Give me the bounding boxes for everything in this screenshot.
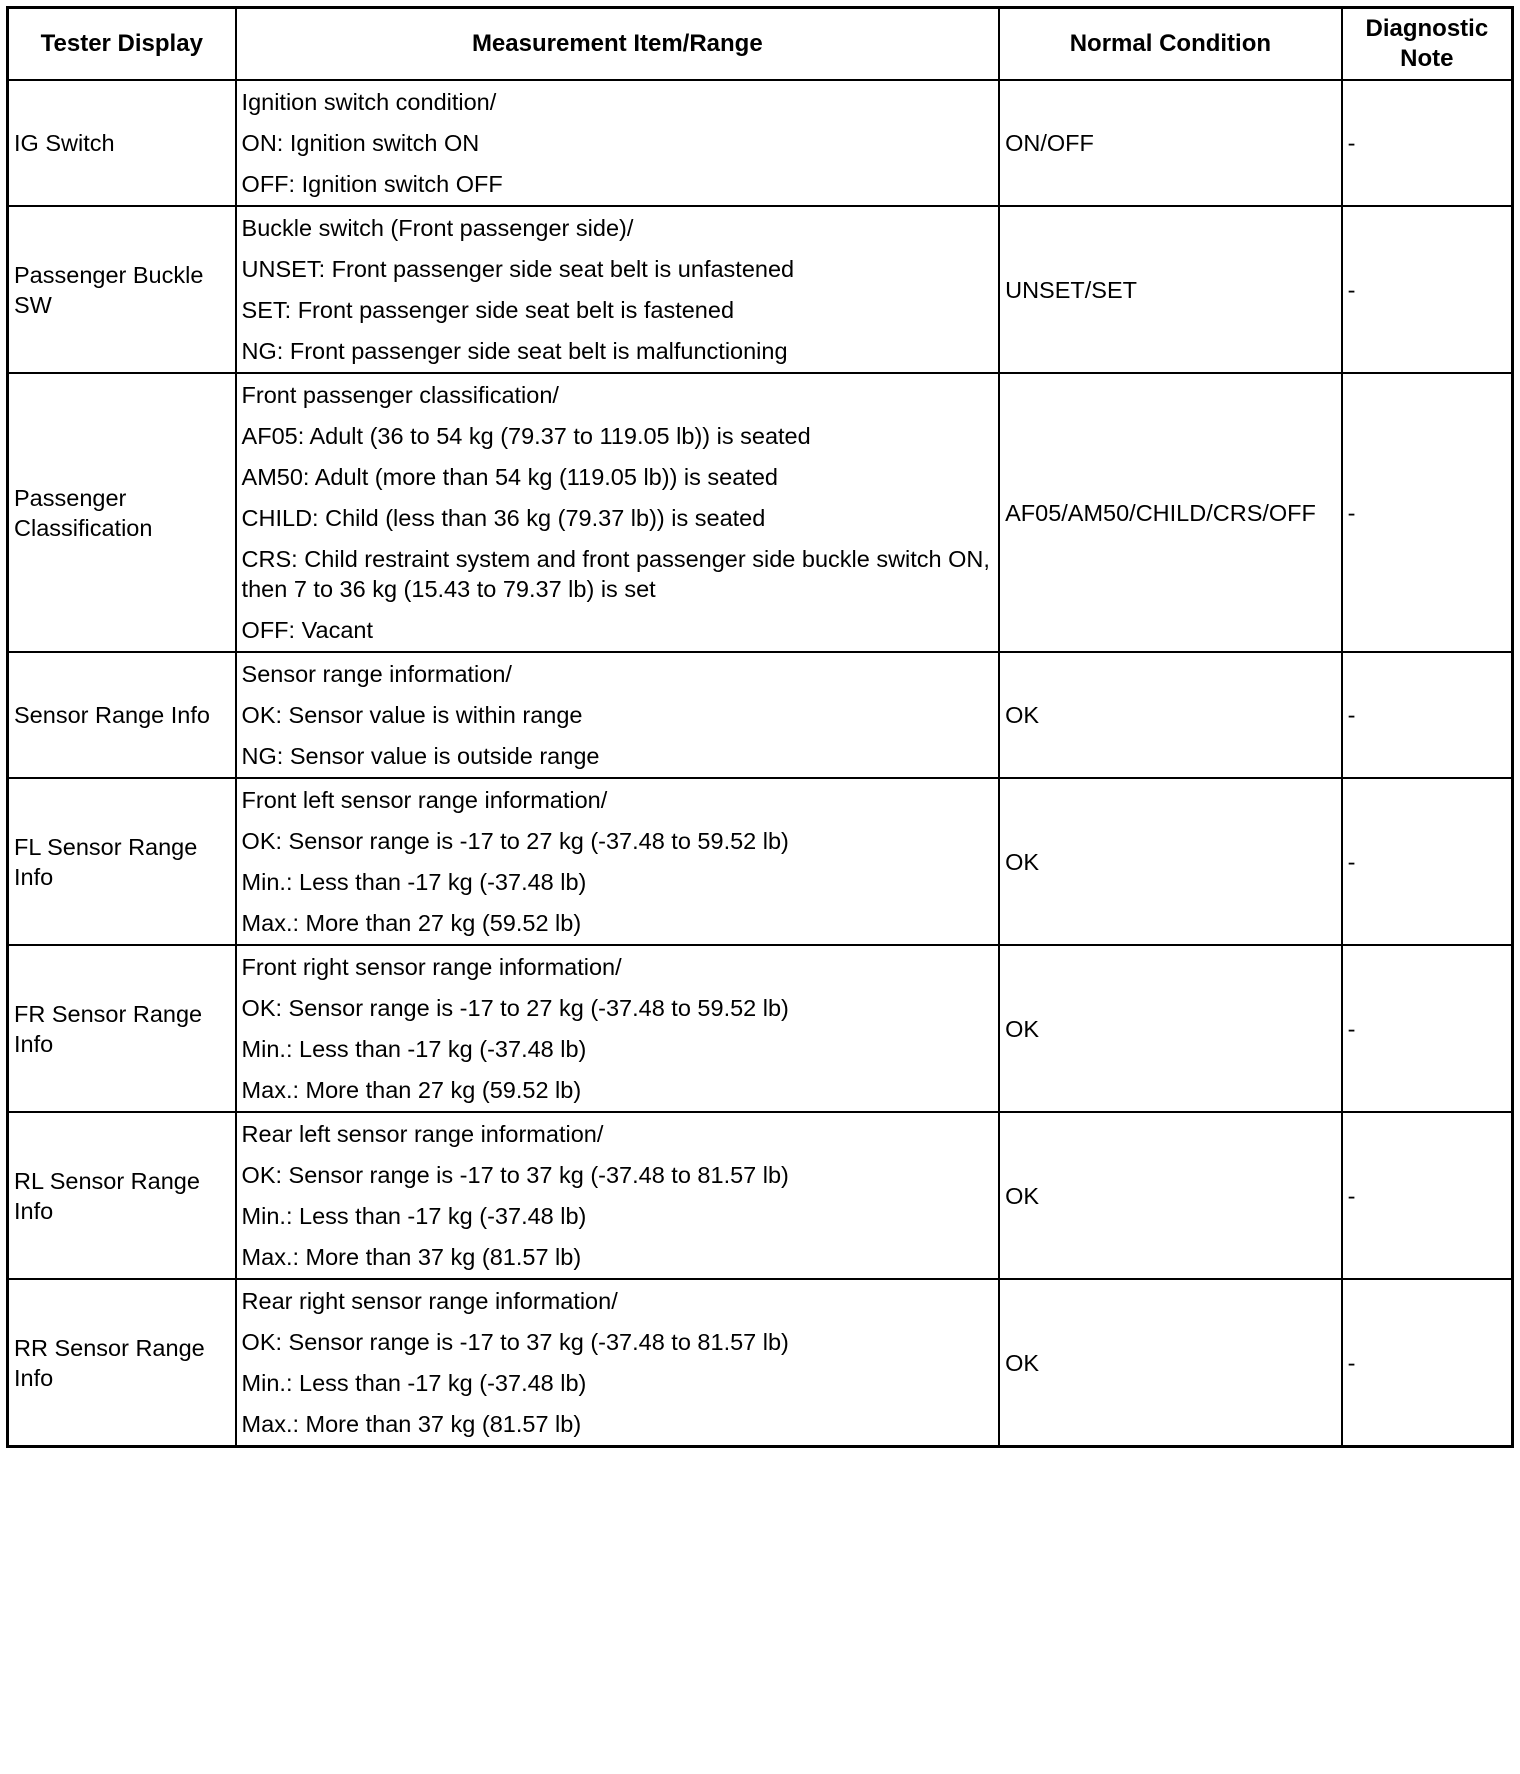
measurement-line: Sensor range information/ (241, 661, 512, 687)
measurement-line: OFF: Ignition switch OFF (241, 171, 503, 197)
table-row (8, 652, 1513, 778)
measurement-item-cell (236, 373, 1000, 652)
measurement-line: Max.: More than 37 kg (81.57 lb) (241, 1244, 582, 1270)
measurement-line: Rear right sensor range information/ (241, 1288, 618, 1314)
tester-display-cell: Passenger Buckle SW (8, 206, 236, 373)
measurement-line: OFF: Vacant (241, 617, 374, 643)
measurement-item-cell (236, 206, 1000, 373)
measurement-line: UNSET: Front passenger side seat belt is unfastened (241, 256, 795, 282)
normal-condition-cell: UNSET/SET (999, 206, 1342, 373)
measurement-line: Front right sensor range information/ (241, 954, 622, 980)
table-row (8, 945, 1513, 1112)
header-measurement-item: Measurement Item/Range (236, 8, 1000, 81)
measurement-line: SET: Front passenger side seat belt is fastened (241, 297, 735, 323)
normal-condition-cell: AF05/AM50/CHILD/CRS/OFF (999, 373, 1342, 652)
table-header-row (8, 8, 1513, 81)
measurement-line: CRS: Child restraint system and front passenger side buckle switch ON, then 7 to 36 kg (15.43 to 79.37 lb) is set (241, 546, 990, 602)
measurement-line: OK: Sensor value is within range (241, 702, 583, 728)
header-tester-display: Tester Display (8, 8, 236, 81)
table-row (8, 778, 1513, 945)
measurement-line: Ignition switch condition/ (241, 89, 497, 115)
tester-display-cell: IG Switch (8, 80, 236, 206)
data-list-table-container (6, 6, 1514, 1448)
tester-display-cell: Passenger Classification (8, 373, 236, 652)
diagnostic-note-cell: - (1342, 206, 1513, 373)
measurement-line: Min.: Less than -17 kg (-37.48 lb) (241, 869, 587, 895)
normal-condition-cell: ON/OFF (999, 80, 1342, 206)
diagnostic-note-cell: - (1342, 778, 1513, 945)
normal-condition-cell: OK (999, 1112, 1342, 1279)
measurement-line: NG: Front passenger side seat belt is malfunctioning (241, 338, 788, 364)
measurement-line: Front left sensor range information/ (241, 787, 608, 813)
measurement-item-cell (236, 945, 1000, 1112)
tester-display-cell: FR Sensor Range Info (8, 945, 236, 1112)
table-row (8, 80, 1513, 206)
measurement-line: Max.: More than 27 kg (59.52 lb) (241, 1077, 582, 1103)
tester-display-cell: FL Sensor Range Info (8, 778, 236, 945)
measurement-item-cell (236, 778, 1000, 945)
measurement-line: Rear left sensor range information/ (241, 1121, 604, 1147)
measurement-line: OK: Sensor range is -17 to 27 kg (-37.48 to 59.52 lb) (241, 828, 789, 854)
tester-display-cell: RL Sensor Range Info (8, 1112, 236, 1279)
measurement-line: OK: Sensor range is -17 to 37 kg (-37.48 to 81.57 lb) (241, 1162, 789, 1188)
measurement-line: Min.: Less than -17 kg (-37.48 lb) (241, 1036, 587, 1062)
table-row (8, 1279, 1513, 1447)
normal-condition-cell: OK (999, 652, 1342, 778)
diagnostic-note-cell: - (1342, 373, 1513, 652)
measurement-line: ON: Ignition switch ON (241, 130, 480, 156)
measurement-item-cell (236, 80, 1000, 206)
diagnostic-note-cell: - (1342, 652, 1513, 778)
measurement-item-cell (236, 1112, 1000, 1279)
diagnostic-note-cell: - (1342, 945, 1513, 1112)
measurement-line: Max.: More than 27 kg (59.52 lb) (241, 910, 582, 936)
header-diagnostic-note: Diagnostic Note (1342, 8, 1513, 81)
tester-display-cell: Sensor Range Info (8, 652, 236, 778)
measurement-item-cell (236, 1279, 1000, 1447)
measurement-line: Min.: Less than -17 kg (-37.48 lb) (241, 1370, 587, 1396)
normal-condition-cell: OK (999, 778, 1342, 945)
measurement-line: Buckle switch (Front passenger side)/ (241, 215, 634, 241)
table-row (8, 206, 1513, 373)
table-row (8, 373, 1513, 652)
data-list-table (6, 6, 1514, 1448)
table-row (8, 1112, 1513, 1279)
measurement-item-cell (236, 652, 1000, 778)
measurement-line: OK: Sensor range is -17 to 27 kg (-37.48 to 59.52 lb) (241, 995, 789, 1021)
normal-condition-cell: OK (999, 1279, 1342, 1447)
measurement-line: Max.: More than 37 kg (81.57 lb) (241, 1411, 582, 1437)
measurement-line: OK: Sensor range is -17 to 37 kg (-37.48 to 81.57 lb) (241, 1329, 789, 1355)
diagnostic-note-cell: - (1342, 1279, 1513, 1447)
measurement-line: Min.: Less than -17 kg (-37.48 lb) (241, 1203, 587, 1229)
measurement-line: AF05: Adult (36 to 54 kg (79.37 to 119.05 lb)) is seated (241, 423, 811, 449)
diagnostic-note-cell: - (1342, 1112, 1513, 1279)
measurement-line: NG: Sensor value is outside range (241, 743, 600, 769)
diagnostic-note-cell: - (1342, 80, 1513, 206)
measurement-line: AM50: Adult (more than 54 kg (119.05 lb)) is seated (241, 464, 778, 490)
header-normal-condition: Normal Condition (999, 8, 1342, 81)
normal-condition-cell: OK (999, 945, 1342, 1112)
table-body (8, 80, 1513, 1447)
measurement-line: CHILD: Child (less than 36 kg (79.37 lb)) is seated (241, 505, 766, 531)
tester-display-cell: RR Sensor Range Info (8, 1279, 236, 1447)
measurement-line: Front passenger classification/ (241, 382, 559, 408)
